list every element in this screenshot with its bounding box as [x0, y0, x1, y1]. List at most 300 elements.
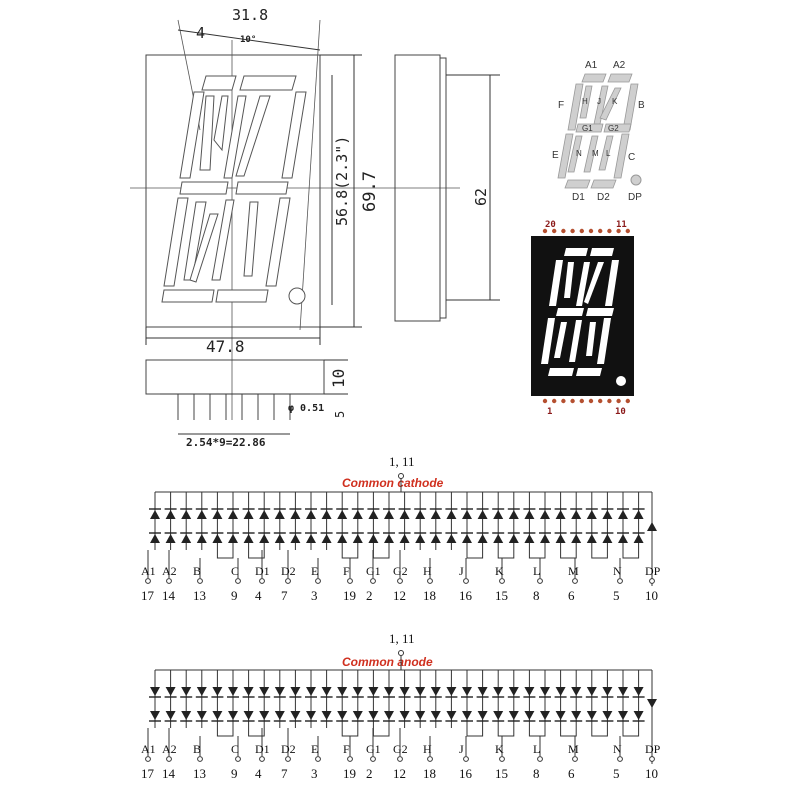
package-pin-dot — [543, 399, 547, 403]
diode-triangle — [618, 510, 628, 519]
diode-triangle — [634, 687, 644, 696]
pin-terminal — [286, 757, 291, 762]
pin-terminal — [236, 757, 241, 762]
cathode-common-pin: 1, 11 — [389, 454, 415, 469]
segment-join — [561, 550, 577, 558]
diode-triangle — [384, 687, 394, 696]
diode-triangle — [509, 534, 519, 543]
pin-number: 14 — [162, 766, 175, 781]
diode-triangle — [150, 687, 160, 696]
diode-triangle — [181, 510, 191, 519]
diode-triangle — [322, 687, 332, 696]
pin-segment-label: H — [423, 564, 432, 578]
diode-triangle — [384, 534, 394, 543]
diode-triangle — [290, 534, 300, 543]
pin-segment-label: N — [613, 742, 622, 756]
diode-triangle — [571, 510, 581, 519]
package-pin-dot — [552, 399, 556, 403]
diode-triangle — [259, 687, 269, 696]
diode-triangle — [602, 687, 612, 696]
pin-terminal — [500, 757, 505, 762]
package-pin-dot — [607, 229, 611, 233]
pin-number: 7 — [281, 588, 288, 603]
diode-triangle — [228, 687, 238, 696]
seg-label-c: C — [628, 152, 636, 163]
dim-pin-length: 5 — [333, 410, 347, 418]
diode-triangle — [462, 687, 472, 696]
pin-segment-label: G2 — [393, 564, 408, 578]
pin-segment-label: A2 — [162, 564, 177, 578]
pin-terminal — [316, 757, 321, 762]
pin-segment-label: A1 — [141, 564, 156, 578]
pin-segment-label: J — [459, 742, 464, 756]
segment-join — [342, 550, 358, 558]
seg-label-m: M — [592, 149, 599, 158]
diode-triangle — [524, 534, 534, 543]
dim-seg-width: 4 — [196, 24, 206, 42]
diode-triangle — [166, 687, 176, 696]
seg-label-a1: A1 — [585, 60, 598, 71]
diode-triangle — [634, 711, 644, 720]
pin-segment-label: K — [495, 742, 504, 756]
diode-triangle — [540, 534, 550, 543]
segment-join — [498, 550, 514, 558]
diode-triangle — [259, 534, 269, 543]
pin-segment-label: J — [459, 564, 464, 578]
package-pin-dot — [589, 399, 593, 403]
diode-triangle — [634, 510, 644, 519]
pin-terminal — [167, 757, 172, 762]
segment-join — [623, 728, 639, 736]
segment-map — [552, 60, 645, 203]
pin-segment-label: E — [311, 742, 319, 756]
pin-terminal — [464, 757, 469, 762]
diode-triangle — [228, 510, 238, 519]
pin-number: 13 — [193, 766, 206, 781]
diode-triangle — [197, 534, 207, 543]
diode-triangle — [462, 510, 472, 519]
pin-terminal — [260, 579, 265, 584]
diode-triangle — [368, 534, 378, 543]
diode-triangle — [150, 534, 160, 543]
pin-terminal — [650, 579, 655, 584]
diode-triangle — [290, 687, 300, 696]
diode-triangle — [259, 510, 269, 519]
pin-number: 16 — [459, 766, 472, 781]
pin-segment-label: E — [311, 564, 319, 578]
package-pin-dot — [580, 399, 584, 403]
segment-join — [342, 728, 358, 736]
pin-number: 4 — [255, 766, 262, 781]
pin-number: 4 — [255, 588, 262, 603]
diode-triangle — [353, 711, 363, 720]
pin-number: 6 — [568, 588, 575, 603]
diode-triangle — [244, 687, 254, 696]
pin-segment-label: F — [343, 564, 350, 578]
diode-triangle — [166, 534, 176, 543]
pin-segment-label: C — [231, 742, 240, 756]
pin-segment-label: G1 — [366, 564, 381, 578]
diode-triangle — [478, 711, 488, 720]
pin-segment-label: M — [568, 742, 579, 756]
dim-digit-height: 56.8(2.3") — [333, 135, 351, 226]
pin-number: 17 — [141, 766, 154, 781]
pin-number: 7 — [281, 766, 288, 781]
diode-triangle — [493, 510, 503, 519]
diode-triangle — [337, 510, 347, 519]
package-pin-dot — [580, 229, 584, 233]
diode-triangle — [493, 534, 503, 543]
pin-number: 5 — [613, 766, 620, 781]
package-pin-dot — [598, 229, 602, 233]
diode-triangle — [197, 687, 207, 696]
pin-terminal — [146, 579, 151, 584]
diode-triangle — [368, 711, 378, 720]
pin-terminal — [236, 579, 241, 584]
diode-triangle — [181, 687, 191, 696]
segment-join — [373, 550, 389, 558]
segment-join — [623, 550, 639, 558]
diode-triangle — [337, 534, 347, 543]
pin-terminal — [428, 757, 433, 762]
segment-join — [529, 728, 545, 736]
pin-number: 19 — [343, 766, 356, 781]
pin-terminal — [198, 757, 203, 762]
dp-diode — [647, 699, 657, 708]
pin-number: 12 — [393, 588, 406, 603]
pin-number: 13 — [193, 588, 206, 603]
diode-triangle — [181, 534, 191, 543]
seg-label-d2: D2 — [597, 192, 610, 203]
pin-terminal — [618, 757, 623, 762]
seg-label-l: L — [606, 149, 611, 158]
seg-label-a2: A2 — [613, 60, 626, 71]
diode-triangle — [634, 534, 644, 543]
pin-number: 17 — [141, 588, 154, 603]
pin-terminal — [428, 579, 433, 584]
anode-common-pin: 1, 11 — [389, 631, 415, 646]
pin-number: 19 — [343, 588, 356, 603]
seg-label-dp: DP — [628, 192, 642, 203]
diode-triangle — [556, 687, 566, 696]
seg-label-d1: D1 — [572, 192, 585, 203]
seg-label-f: F — [558, 100, 565, 111]
pin-terminal — [146, 757, 151, 762]
package-pin-dot — [570, 399, 574, 403]
pin-terminal — [650, 757, 655, 762]
segment-join — [529, 550, 545, 558]
diode-triangle — [415, 510, 425, 519]
diode-triangle — [540, 510, 550, 519]
diode-triangle — [571, 687, 581, 696]
diode-triangle — [244, 711, 254, 720]
package-pin-dot — [616, 399, 620, 403]
pin-segment-label: C — [231, 564, 240, 578]
diode-triangle — [275, 687, 285, 696]
package-pin-dot — [570, 229, 574, 233]
pin-number: 9 — [231, 766, 238, 781]
diode-triangle — [384, 711, 394, 720]
pin-segment-label: DP — [645, 742, 661, 756]
pin-terminal — [371, 757, 376, 762]
diode-triangle — [587, 687, 597, 696]
diode-triangle — [275, 510, 285, 519]
pin-number: 3 — [311, 766, 318, 781]
anode-title: Common anode — [342, 655, 433, 669]
diode-triangle — [431, 534, 441, 543]
pin-segment-label: F — [343, 742, 350, 756]
segment-join — [217, 550, 233, 558]
diode-triangle — [587, 534, 597, 543]
diode-triangle — [462, 711, 472, 720]
seg-label-k: K — [612, 97, 618, 106]
pin-number: 15 — [495, 588, 508, 603]
diode-triangle — [306, 711, 316, 720]
diode-triangle — [337, 711, 347, 720]
pin-terminal — [573, 579, 578, 584]
package-pin-dot — [561, 399, 565, 403]
segment-join — [561, 728, 577, 736]
pin-segment-label: G2 — [393, 742, 408, 756]
segment-join — [592, 550, 608, 558]
diode-triangle — [244, 510, 254, 519]
diode-triangle — [571, 711, 581, 720]
pin-number: 18 — [423, 588, 436, 603]
seg-label-g2: G2 — [608, 124, 619, 133]
pin-number: 8 — [533, 766, 540, 781]
diode-triangle — [244, 534, 254, 543]
diode-triangle — [212, 510, 222, 519]
pin-terminal — [260, 757, 265, 762]
segment-join — [592, 728, 608, 736]
diode-triangle — [228, 711, 238, 720]
segment-join — [467, 728, 483, 736]
diode-triangle — [478, 687, 488, 696]
bottom-view — [146, 360, 348, 449]
pin-segment-label: G1 — [366, 742, 381, 756]
diode-triangle — [431, 687, 441, 696]
segment-join — [217, 728, 233, 736]
seg-label-n: N — [576, 149, 582, 158]
pin-segment-label: L — [533, 742, 541, 756]
diode-triangle — [431, 510, 441, 519]
diode-triangle — [322, 510, 332, 519]
diode-triangle — [322, 534, 332, 543]
pin-segment-label: N — [613, 564, 622, 578]
pin-number: 10 — [645, 588, 658, 603]
pin-segment-label: DP — [645, 564, 661, 578]
diode-triangle — [509, 687, 519, 696]
diode-triangle — [587, 711, 597, 720]
diode-triangle — [446, 711, 456, 720]
segment-join — [467, 550, 483, 558]
pin-number: 15 — [495, 766, 508, 781]
pin-terminal — [464, 579, 469, 584]
diode-triangle — [197, 510, 207, 519]
diode-triangle — [556, 534, 566, 543]
pin-number: 12 — [393, 766, 406, 781]
pin-number: 3 — [311, 588, 318, 603]
pin-number: 2 — [366, 766, 373, 781]
common-anode-schematic — [141, 631, 661, 781]
dim-width-top: 31.8 — [232, 6, 269, 24]
diode-triangle — [618, 687, 628, 696]
diode-triangle — [524, 711, 534, 720]
pin-terminal — [198, 579, 203, 584]
diode-triangle — [306, 687, 316, 696]
dim-total-height: 69.7 — [360, 171, 380, 212]
diode-triangle — [197, 711, 207, 720]
diode-triangle — [306, 510, 316, 519]
diode-triangle — [618, 534, 628, 543]
diode-triangle — [275, 711, 285, 720]
pin-terminal — [538, 579, 543, 584]
diode-triangle — [306, 534, 316, 543]
diode-triangle — [540, 711, 550, 720]
dim-depth: 10 — [329, 368, 348, 388]
pin-number: 16 — [459, 588, 472, 603]
diode-triangle — [556, 510, 566, 519]
diode-triangle — [150, 510, 160, 519]
pin-segment-label: D1 — [255, 742, 270, 756]
pin-label-10: 10 — [615, 407, 626, 417]
pin-terminal — [167, 579, 172, 584]
diode-triangle — [368, 510, 378, 519]
diode-triangle — [368, 687, 378, 696]
seg-label-b: B — [638, 100, 645, 111]
pin-segment-label: L — [533, 564, 541, 578]
diode-triangle — [337, 687, 347, 696]
pin-number: 18 — [423, 766, 436, 781]
diode-triangle — [150, 711, 160, 720]
package-pin-dot — [598, 399, 602, 403]
dim-pin-diameter: φ 0.51 — [288, 403, 325, 414]
dim-pin-pitch: 2.54*9=22.86 — [186, 436, 266, 449]
dim-side-height: 62 — [472, 187, 490, 206]
diode-triangle — [400, 534, 410, 543]
diode-triangle — [166, 711, 176, 720]
diode-triangle — [493, 687, 503, 696]
pin-terminal — [398, 579, 403, 584]
pin-segment-label: A1 — [141, 742, 156, 756]
pin-label-11: 11 — [616, 220, 627, 230]
dim-total-width: 47.8 — [206, 337, 245, 356]
pin-terminal — [348, 579, 353, 584]
diode-triangle — [166, 510, 176, 519]
pin-terminal — [348, 757, 353, 762]
diode-triangle — [446, 687, 456, 696]
pin-label-20: 20 — [545, 220, 556, 230]
diode-triangle — [322, 711, 332, 720]
diode-triangle — [524, 510, 534, 519]
package-pin-dot — [561, 229, 565, 233]
pin-number: 5 — [613, 588, 620, 603]
pin-segment-label: H — [423, 742, 432, 756]
pin-segment-label: M — [568, 564, 579, 578]
pin-number: 8 — [533, 588, 540, 603]
pin-label-1: 1 — [547, 407, 553, 417]
package-view — [531, 220, 634, 417]
diode-triangle — [478, 510, 488, 519]
diode-triangle — [400, 711, 410, 720]
diode-triangle — [400, 510, 410, 519]
diode-triangle — [556, 711, 566, 720]
diode-triangle — [181, 711, 191, 720]
pin-segment-label: B — [193, 564, 202, 578]
segment-join — [373, 728, 389, 736]
diode-triangle — [462, 534, 472, 543]
pin-segment-label: D2 — [281, 742, 296, 756]
diode-triangle — [478, 534, 488, 543]
pin-segment-label: D2 — [281, 564, 296, 578]
pin-terminal — [618, 579, 623, 584]
dp-diode — [647, 522, 657, 531]
pin-number: 9 — [231, 588, 238, 603]
dim-slant-angle: 10° — [240, 35, 257, 45]
pin-terminal — [500, 579, 505, 584]
diode-triangle — [275, 534, 285, 543]
diode-triangle — [446, 510, 456, 519]
diode-triangle — [290, 510, 300, 519]
diode-triangle — [259, 711, 269, 720]
diode-triangle — [353, 687, 363, 696]
common-cathode-schematic — [141, 454, 661, 603]
front-view — [130, 6, 460, 420]
pin-segment-label: A2 — [162, 742, 177, 756]
diode-triangle — [509, 510, 519, 519]
diode-triangle — [602, 711, 612, 720]
pin-number: 14 — [162, 588, 175, 603]
pin-segment-label: K — [495, 564, 504, 578]
segment-join — [498, 728, 514, 736]
diode-triangle — [212, 711, 222, 720]
diode-triangle — [602, 510, 612, 519]
diode-triangle — [212, 534, 222, 543]
seg-label-j: J — [597, 97, 601, 106]
seg-label-h: H — [582, 97, 588, 106]
seg-label-g1: G1 — [582, 124, 593, 133]
diode-triangle — [509, 711, 519, 720]
pin-number: 10 — [645, 766, 658, 781]
diode-triangle — [431, 711, 441, 720]
package-pin-dot — [626, 399, 630, 403]
diode-triangle — [353, 534, 363, 543]
pin-terminal — [398, 757, 403, 762]
diode-triangle — [228, 534, 238, 543]
pin-segment-label: D1 — [255, 564, 270, 578]
pin-terminal — [286, 579, 291, 584]
diode-triangle — [540, 687, 550, 696]
pin-terminal — [573, 757, 578, 762]
diode-triangle — [212, 687, 222, 696]
diode-triangle — [618, 711, 628, 720]
diode-triangle — [400, 687, 410, 696]
pin-number: 6 — [568, 766, 575, 781]
diode-triangle — [415, 534, 425, 543]
pin-terminal — [538, 757, 543, 762]
diode-triangle — [587, 510, 597, 519]
pin-terminal — [371, 579, 376, 584]
diode-triangle — [524, 687, 534, 696]
seg-label-e: E — [552, 150, 559, 161]
pin-terminal — [316, 579, 321, 584]
diode-triangle — [353, 510, 363, 519]
package-pin-dot — [607, 399, 611, 403]
pin-number: 2 — [366, 588, 373, 603]
diode-triangle — [493, 711, 503, 720]
diode-triangle — [571, 534, 581, 543]
diode-triangle — [602, 534, 612, 543]
